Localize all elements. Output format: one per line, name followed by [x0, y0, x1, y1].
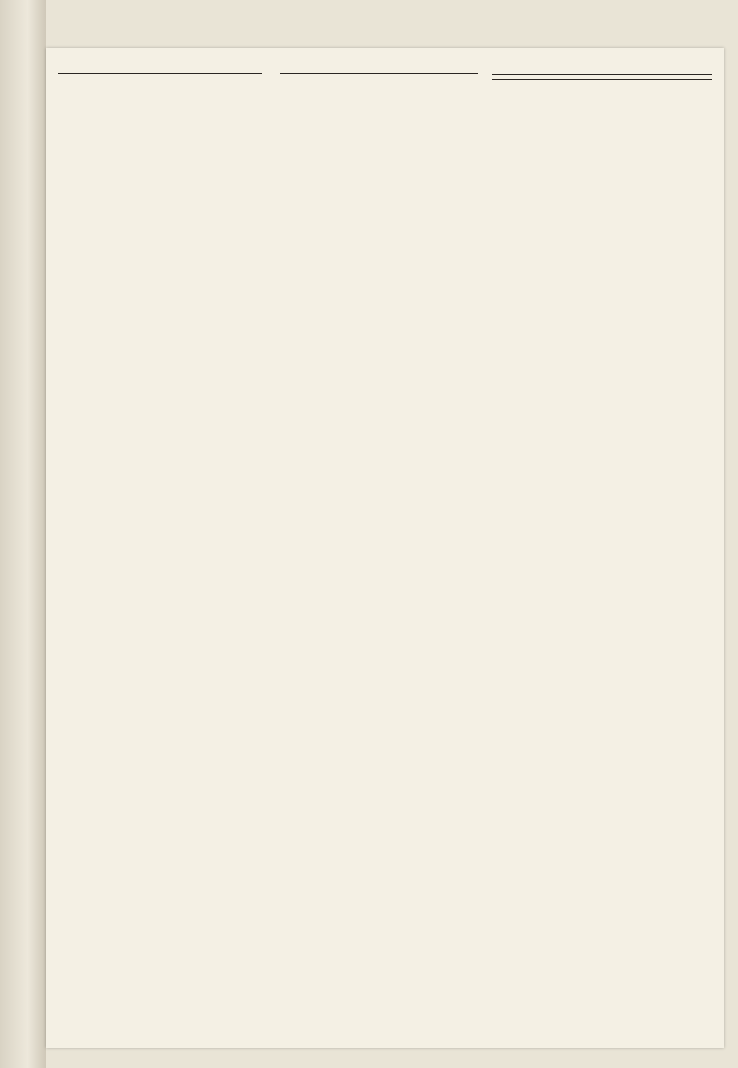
- adjacent-page-edge: [0, 0, 46, 1068]
- divider: [492, 74, 712, 75]
- column-bondsnieuws: [58, 70, 262, 1030]
- divider: [492, 79, 712, 80]
- kerknieuws-masthead: [280, 70, 478, 74]
- newspaper-page: [46, 48, 724, 1048]
- column-kerknieuws: [280, 70, 478, 1030]
- adjacent-page-text: [2, 78, 16, 798]
- column-right: [492, 70, 712, 1030]
- bondsnieuws-masthead: [58, 70, 262, 74]
